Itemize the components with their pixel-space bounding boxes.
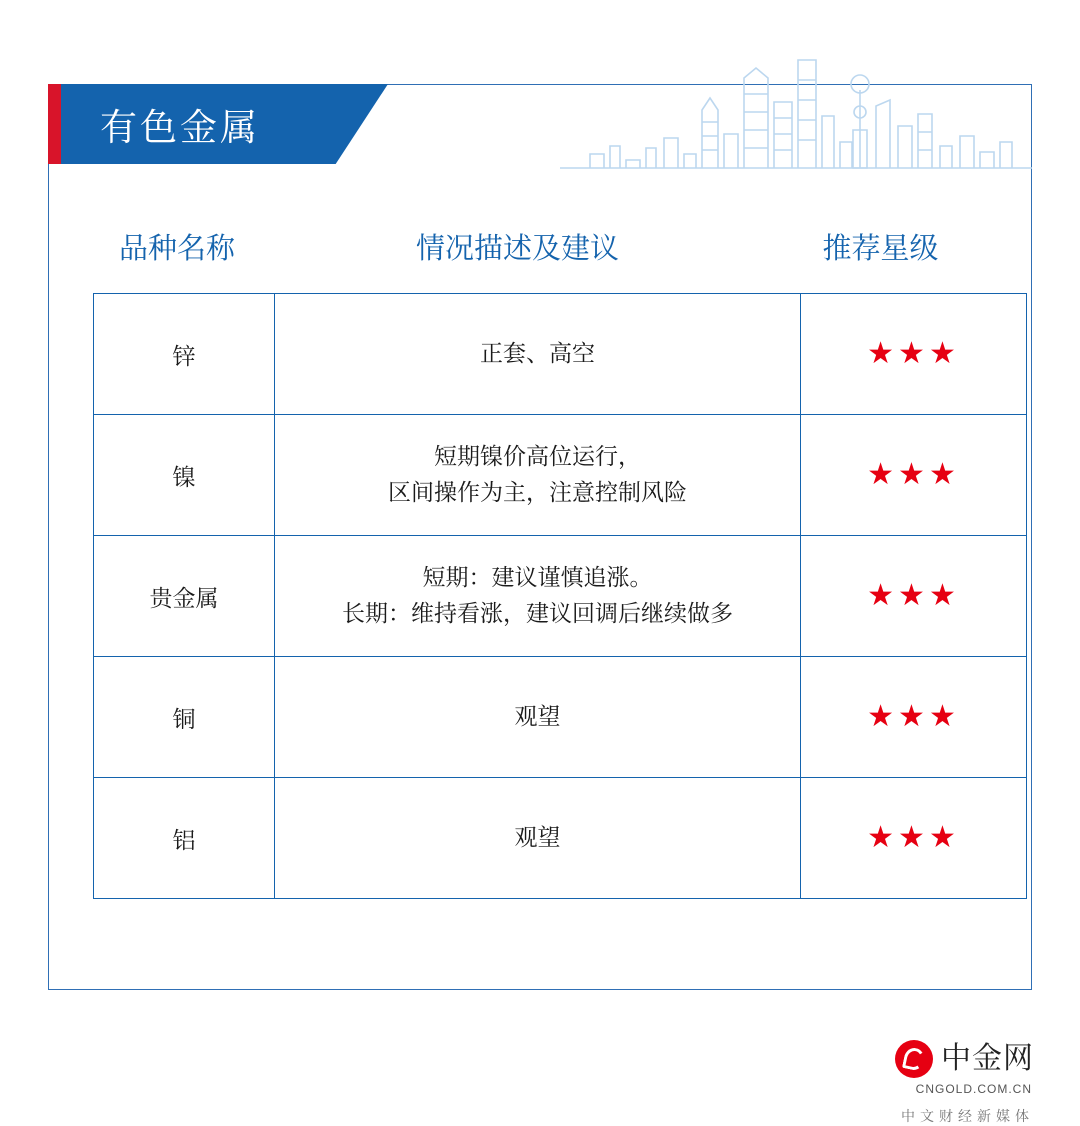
cell-rating	[801, 294, 1027, 415]
recommendation-table	[93, 293, 1027, 899]
column-header-name: 品种名称	[118, 232, 235, 265]
description-line: 观望	[514, 824, 561, 851]
description-line: 观望	[514, 703, 561, 730]
cell-rating	[801, 778, 1027, 899]
cell-variety-name: 铝	[94, 778, 275, 899]
page-title: 有色金属	[100, 107, 260, 148]
star-rating: ★★★	[867, 700, 960, 733]
description-line: 短期：建议谨慎追涨。	[422, 564, 653, 591]
cell-rating	[801, 657, 1027, 778]
cell-rating	[801, 415, 1027, 536]
description-line: 正套、高空	[480, 340, 595, 367]
cngold-mark-icon	[895, 1040, 933, 1078]
description-line: 长期：维持看涨，建议回调后继续做多	[342, 600, 733, 626]
table-row	[94, 294, 1027, 415]
column-header-rating: 推荐星级	[822, 232, 939, 265]
cell-rating	[801, 536, 1027, 657]
cell-variety-name: 镍	[94, 415, 275, 536]
logo-slogan: 中文财经新媒体	[901, 1108, 1034, 1124]
table-row	[94, 778, 1027, 899]
site-logo	[802, 1040, 1034, 1124]
star-rating: ★★★	[867, 337, 960, 370]
star-rating: ★★★	[867, 821, 960, 854]
cell-description	[275, 778, 801, 899]
logo-url: CNGOLD.COM.CN	[915, 1082, 1032, 1096]
section-banner	[48, 84, 388, 164]
logo-row	[802, 1040, 1034, 1078]
table-row	[94, 536, 1027, 657]
table-row	[94, 657, 1027, 778]
cell-description	[275, 536, 801, 657]
banner-red-bar	[48, 84, 61, 164]
cell-variety-name: 锌	[94, 294, 275, 415]
logo-name: 中金网	[941, 1042, 1034, 1075]
column-header-description: 情况描述及建议	[415, 232, 619, 265]
cell-description	[275, 294, 801, 415]
table-column-headers	[93, 218, 987, 274]
description-line: 区间操作为主，注意控制风险	[388, 479, 687, 505]
cell-variety-name: 铜	[94, 657, 275, 778]
cell-description	[275, 415, 801, 536]
description-line: 短期镍价高位运行，	[434, 443, 641, 470]
star-rating: ★★★	[867, 579, 960, 612]
cell-variety-name: 贵金属	[94, 536, 275, 657]
table-row	[94, 415, 1027, 536]
cell-description	[275, 657, 801, 778]
star-rating: ★★★	[867, 458, 960, 491]
